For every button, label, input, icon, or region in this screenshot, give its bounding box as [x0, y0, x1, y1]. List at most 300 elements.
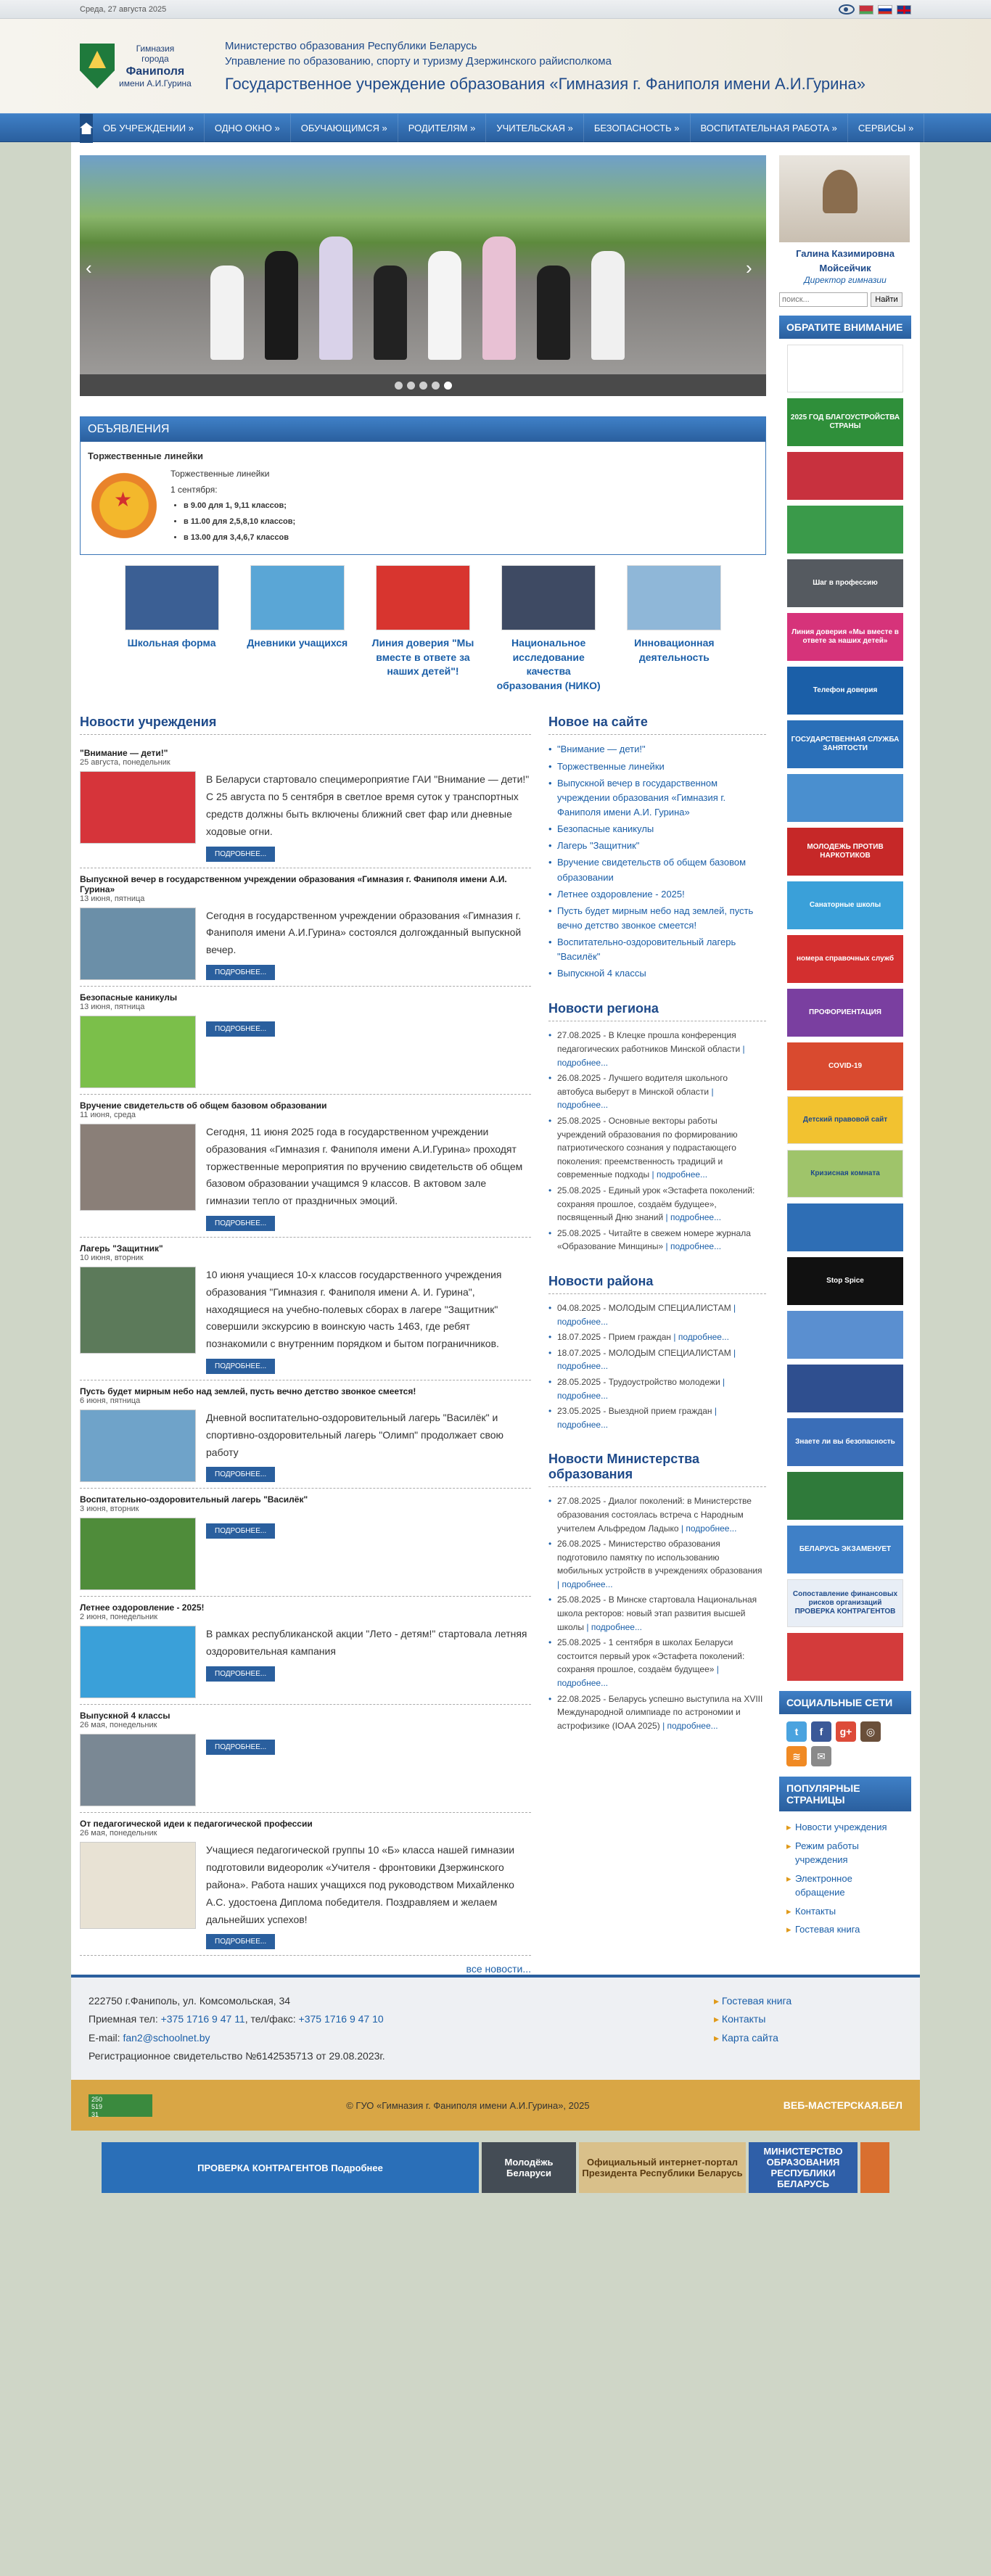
bottom-banners — [71, 2142, 920, 2193]
announcements-header: ОБЪЯВЛЕНИЯ — [81, 417, 765, 442]
slider-next-icon[interactable]: › — [746, 257, 752, 279]
search-button[interactable]: Найти — [871, 292, 902, 307]
announcement-title[interactable]: Торжественные линейки — [88, 450, 204, 461]
popular-link[interactable]: Новости учреждения — [795, 1822, 887, 1832]
site-title: Государственное учреждение образования «Гимназия г. Фаниполя имени А.И.Гурина» — [225, 75, 866, 93]
news-body — [206, 1734, 275, 1806]
news-item — [80, 1705, 531, 1813]
partner-banner[interactable] — [860, 2142, 889, 2193]
social-title: СОЦИАЛЬНЫЕ СЕТИ — [779, 1691, 911, 1714]
list-link[interactable]: 25.08.2025 - 1 сентября в школах Беларуси состоится первый урок «Эстафета поколений: сохраняя прошлое, создаём будущее» — [557, 1637, 745, 1675]
list-item[interactable] — [548, 742, 766, 757]
news-text: Дневной воспитательно-оздоровительный лагерь "Василёк" и спортивно-оздоровительный лагерь "Олимп" продолжает свою работу — [206, 1411, 504, 1458]
footer — [71, 1975, 920, 2080]
popular-link[interactable]: Контакты — [795, 1905, 836, 1917]
slide-figure — [482, 236, 516, 360]
attention-banner[interactable]: Кризисная комната — [787, 1150, 903, 1198]
list-link[interactable]: 23.05.2025 - Выездной прием граждан — [557, 1406, 712, 1417]
nav-item[interactable]: СЕРВИСЫ » — [848, 114, 925, 143]
footer-link[interactable]: Гостевая книга — [721, 1995, 792, 2007]
news-title[interactable]: Вручение свидетельств об общем базовом образовании — [80, 1100, 327, 1111]
logo-line: города — [141, 54, 169, 65]
news-title[interactable]: Выпускной 4 классы — [80, 1711, 170, 1721]
news-date: 26 мая, понедельник — [80, 1829, 157, 1838]
attention-banner[interactable]: ГОСУДАРСТВЕННАЯ СЛУЖБА ЗАНЯТОСТИ — [787, 720, 903, 768]
list-item[interactable] — [548, 822, 766, 836]
news-body — [206, 1842, 531, 1949]
more-link[interactable]: | подробнее... — [663, 1241, 722, 1252]
partner-banner[interactable]: МИНИСТЕРСТВО ОБРАЗОВАНИЯ РЕСПУБЛИКИ БЕЛАРУСЬ — [749, 2142, 858, 2193]
more-button[interactable]: ПОДРОБНЕЕ... — [206, 1216, 275, 1231]
attention-banner[interactable] — [787, 1203, 903, 1251]
email-icon[interactable]: ✉ — [811, 1746, 831, 1766]
info-banner[interactable] — [243, 565, 352, 693]
list-link[interactable]: Летнее оздоровление - 2025! — [557, 888, 685, 900]
more-link[interactable]: | подробнее... — [557, 1376, 725, 1401]
phone-label: Приемная тел: — [89, 2013, 158, 2025]
attention-banner[interactable]: Линия доверия «Мы вместе в ответе за наших детей» — [787, 613, 903, 661]
partner-banner[interactable]: Официальный интернет-портал Президента Республики Беларусь — [579, 2142, 746, 2193]
all-news-link[interactable]: все новости... — [466, 1963, 531, 1975]
attention-banner[interactable]: Детский правовой сайт — [787, 1096, 903, 1144]
news-date: 13 июня, пятница — [80, 1002, 145, 1011]
nav-item[interactable]: ОБ УЧРЕЖДЕНИИ » — [93, 114, 205, 143]
list-link[interactable]: Торжественные линейки — [557, 760, 665, 772]
news-thumbnail[interactable] — [80, 1626, 196, 1698]
twitter-icon[interactable]: t — [786, 1721, 807, 1742]
attention-banner[interactable]: 2025 ГОД БЛАГОУСТРОЙСТВА СТРАНЫ — [787, 398, 903, 446]
news-item — [80, 868, 531, 987]
facebook-icon[interactable]: f — [811, 1721, 831, 1742]
list-link[interactable]: Безопасные каникулы — [557, 823, 654, 835]
news-row — [80, 1410, 531, 1482]
news-title[interactable]: Летнее оздоровление - 2025! — [80, 1602, 205, 1613]
region-news — [548, 1001, 766, 1254]
news-body — [206, 771, 531, 861]
news-thumbnail[interactable] — [80, 1518, 196, 1590]
list-item[interactable] — [548, 1330, 766, 1344]
nav-item[interactable]: УЧИТЕЛЬСКАЯ » — [486, 114, 584, 143]
news-date: 10 июня, вторник — [80, 1253, 144, 1262]
info-banner[interactable] — [369, 565, 477, 693]
more-link[interactable]: | подробнее... — [557, 1302, 736, 1327]
accessibility-eye-icon[interactable] — [839, 4, 855, 15]
footer-link-item[interactable] — [714, 2029, 902, 2047]
banner-image — [627, 565, 721, 630]
list-link[interactable]: Воспитательно-оздоровительный лагерь "Василёк" — [557, 937, 736, 963]
visit-counter[interactable] — [89, 2094, 152, 2117]
email-label: E-mail: — [89, 2031, 120, 2044]
more-link[interactable]: | подробнее... — [659, 1720, 718, 1731]
list-item[interactable] — [548, 776, 766, 820]
list-item[interactable] — [548, 1494, 766, 1535]
slider-dot[interactable] — [419, 382, 427, 390]
news-date: 3 июня, вторник — [80, 1505, 139, 1514]
flag-uk-icon[interactable] — [897, 5, 911, 15]
news-row — [80, 908, 531, 980]
webmaster-link[interactable]: ВЕБ-МАСТЕРСКАЯ.БЕЛ — [783, 2099, 902, 2112]
list-item[interactable] — [548, 887, 766, 902]
more-button[interactable]: ПОДРОБНЕЕ... — [206, 965, 275, 980]
more-button[interactable]: ПОДРОБНЕЕ... — [206, 1740, 275, 1755]
list-link[interactable]: 25.08.2025 - В Минске стартовала Национальная школа ректоров: новый этап развития высшей школы — [557, 1594, 757, 1632]
list-item[interactable] — [548, 904, 766, 933]
banner-label[interactable]: Инновационная деятельность — [634, 637, 715, 663]
nav-item[interactable]: ОБУЧАЮЩИМСЯ » — [291, 114, 398, 143]
list-link[interactable]: Пусть будет мирным небо над землей, пусть вечно детство звонкое смеется! — [557, 905, 754, 931]
popular-title: ПОПУЛЯРНЫЕ СТРАНИЦЫ — [779, 1777, 911, 1811]
list-item[interactable] — [548, 855, 766, 884]
list-item[interactable] — [548, 1404, 766, 1431]
current-date: Среда, 27 августа 2025 — [80, 5, 167, 14]
list-item[interactable] — [548, 1071, 766, 1112]
attention-banner[interactable] — [787, 452, 903, 500]
institution-news — [80, 715, 531, 1975]
news-text: В рамках республиканской акции "Лето - детям!" стартовала летняя оздоровительная кампания — [206, 1628, 527, 1658]
list-item[interactable] — [548, 1029, 766, 1069]
news-item — [80, 1597, 531, 1705]
list-link[interactable]: Вручение свидетельств об общем базовом образовании — [557, 857, 747, 883]
more-link[interactable]: | подробнее... — [678, 1523, 737, 1534]
more-link[interactable]: | подробнее... — [557, 1086, 714, 1111]
news-title[interactable]: Безопасные каникулы — [80, 992, 178, 1003]
list-item[interactable] — [548, 839, 766, 853]
more-link[interactable]: | подробнее... — [671, 1332, 729, 1343]
nav-item[interactable]: РОДИТЕЛЯМ » — [398, 114, 487, 143]
news-body — [206, 1410, 531, 1482]
news-thumbnail[interactable] — [80, 1124, 196, 1211]
news-item — [80, 1238, 531, 1380]
list-item[interactable] — [548, 1184, 766, 1225]
more-link[interactable]: | подробнее... — [649, 1169, 708, 1180]
more-button[interactable]: ПОДРОБНЕЕ... — [206, 1523, 275, 1539]
news-thumbnail[interactable] — [80, 1410, 196, 1482]
banner-label[interactable]: Национальное исследование качества образования (НИКО) — [496, 637, 601, 691]
news-item — [80, 987, 531, 1095]
list-link[interactable]: 26.08.2025 - Лучшего водителя школьного автобуса выберут в Минской области — [557, 1073, 728, 1097]
main-nav — [0, 113, 991, 142]
attention-title: ОБРАТИТЕ ВНИМАНИЕ — [779, 316, 911, 339]
banner-label[interactable]: Линия доверия "Мы вместе в ответе за наших детей"! — [371, 637, 474, 678]
announcements-panel — [80, 416, 766, 555]
popular-link[interactable]: Электронное обращение — [795, 1872, 852, 1898]
news-row — [80, 1124, 531, 1231]
site-header — [0, 19, 991, 113]
slide-figure — [428, 251, 461, 360]
list-item[interactable] — [548, 1114, 766, 1182]
attention-banner[interactable] — [787, 1472, 903, 1520]
popular-item[interactable] — [786, 1904, 904, 1919]
news-thumbnail[interactable] — [80, 1016, 196, 1088]
announcement-image — [88, 466, 160, 538]
list-item[interactable] — [548, 1346, 766, 1373]
news-row — [80, 1842, 531, 1949]
more-link[interactable]: | подробнее... — [584, 1621, 642, 1632]
news-body — [206, 1267, 531, 1374]
news-title[interactable]: Пусть будет мирным небо над землей, пусть вечно детство звонкое смеется! — [80, 1386, 416, 1396]
news-thumbnail[interactable] — [80, 1842, 196, 1929]
copyright-bar — [71, 2080, 920, 2131]
main-content — [80, 155, 766, 1975]
list-link[interactable]: Выпускной вечер в государственном учреждении образования «Гимназия г. Фаниполя имени А.И. Гурина» — [557, 777, 726, 818]
more-button[interactable]: ПОДРОБНЕЕ... — [206, 1021, 275, 1037]
site-logo[interactable] — [80, 44, 210, 89]
more-button[interactable]: ПОДРОБНЕЕ... — [206, 1467, 275, 1482]
attention-banner[interactable]: Stop Spice — [787, 1257, 903, 1305]
news-item — [80, 1095, 531, 1238]
counter-value: 31 — [91, 2111, 99, 2119]
list-link[interactable]: 26.08.2025 - Министерство образования подготовило памятку по использованию мобильных устройств в учреждениях образования — [557, 1539, 762, 1576]
sidebar — [779, 155, 911, 1975]
news-thumbnail[interactable] — [80, 771, 196, 844]
email-link[interactable]: fan2@schoolnet.by — [123, 2031, 210, 2044]
news-text: 10 июня учащиеся 10-х классов государственного учреждения образования "Гимназия г. Фаниполя имени А. И. Гурина", находящиеся на учебно-полевых сборах в лагере "Защитник" совершили экскурсию в воинскую часть 1463, где ребят познакомили с внутренним порядком и бытом пограничников. — [206, 1268, 502, 1350]
more-button[interactable]: ПОДРОБНЕЕ... — [206, 1666, 275, 1682]
ministry-title: Министерство образования Республики Беларусь — [225, 40, 477, 52]
region-news-title[interactable]: Новости региона — [548, 1001, 766, 1021]
attention-banner[interactable] — [787, 774, 903, 822]
slider-dots — [80, 374, 766, 396]
top-bar — [0, 0, 991, 19]
list-item[interactable] — [548, 966, 766, 981]
attention-banner[interactable]: COVID-19 — [787, 1042, 903, 1090]
news-text: Учащиеся педагогической группы 10 «Б» класса нашей гимназии подготовили видеоролик «Учителя - фронтовики Дзержинского района». Работа наших учащихся под руководством Михайленко А.С. удостоена Диплома победителя. Поздравляем и желаем дальнейших успехов! — [206, 1844, 515, 1925]
counter-value: 250 — [91, 2095, 103, 2103]
search-form — [779, 292, 911, 307]
partner-banner[interactable]: Молодёжь Беларуси — [482, 2142, 576, 2193]
department-title: Управление по образованию, спорту и туризму Дзержинского райисполкома — [225, 55, 612, 67]
list-link[interactable]: 22.08.2025 - Беларусь успешно выступила на XVIII Международной олимпиаде по астрономии и астрофизике (IOAA 2025) — [557, 1693, 763, 1731]
logo-line: имени А.И.Гурина — [119, 78, 192, 89]
news-date: 26 мая, понедельник — [80, 1721, 157, 1730]
news-body — [206, 1626, 531, 1698]
attention-banner[interactable]: Шаг в профессию — [787, 559, 903, 607]
attention-banner[interactable]: Санаторные школы — [787, 881, 903, 929]
slide-figure — [319, 236, 353, 360]
attention-banner[interactable] — [787, 345, 903, 392]
popular-link[interactable]: Гостевая книга — [795, 1924, 860, 1935]
more-button[interactable]: ПОДРОБНЕЕ... — [206, 1359, 275, 1374]
banner-image — [125, 565, 219, 630]
home-icon — [80, 123, 93, 134]
attention-banner[interactable]: БЕЛАРУСЬ ЭКЗАМЕНУЕТ — [787, 1526, 903, 1573]
banner-image — [501, 565, 596, 630]
announcement-item: • в 13.00 для 3,4,6,7 классов — [184, 530, 295, 546]
list-link[interactable]: 25.08.2025 - Читайте в свежем номере журнала «Образование Минщины» — [557, 1227, 751, 1252]
home-button[interactable] — [80, 114, 93, 143]
attention-banner[interactable]: номера справочных служб — [787, 935, 903, 983]
news-title[interactable]: Выпускной вечер в государственном учреждении образования «Гимназия г. Фаниполя имени А.И. Гурина» — [80, 873, 507, 894]
slide-figure — [537, 266, 570, 360]
attention-banner[interactable]: ПРОФОРИЕНТАЦИЯ — [787, 989, 903, 1037]
news-body — [206, 1518, 275, 1590]
slide-figure — [210, 266, 244, 360]
news-item — [80, 1380, 531, 1489]
header-titles — [210, 38, 865, 94]
slider-dot[interactable] — [395, 382, 403, 390]
popular-link[interactable]: Режим работы учреждения — [795, 1840, 859, 1865]
popular-item[interactable] — [786, 1820, 904, 1835]
news-title[interactable]: От педагогической идеи к педагогической профессии — [80, 1819, 313, 1830]
search-input[interactable] — [779, 292, 868, 307]
banner-label[interactable]: Дневники учащихся — [247, 637, 348, 649]
banner-label[interactable]: Школьная форма — [127, 637, 216, 649]
nav-item[interactable]: БЕЗОПАСНОСТЬ » — [584, 114, 691, 143]
partner-banner[interactable]: ПРОВЕРКА КОНТРАГЕНТОВ Подробнее — [102, 2142, 479, 2193]
list-item[interactable] — [548, 1692, 766, 1733]
popular-item[interactable] — [786, 1872, 904, 1900]
nav-item[interactable]: ВОСПИТАТЕЛЬНАЯ РАБОТА » — [691, 114, 848, 143]
flag-belarus-icon[interactable] — [859, 5, 873, 15]
counter-value: 519 — [91, 2103, 103, 2111]
news-row — [80, 771, 531, 861]
district-news-title[interactable]: Новости района — [548, 1274, 766, 1294]
news-section-title[interactable]: Новости учреждения — [80, 715, 531, 735]
list-item[interactable] — [548, 1375, 766, 1402]
news-item — [80, 1813, 531, 1956]
news-title[interactable]: Лагерь "Защитник" — [80, 1243, 163, 1254]
list-link[interactable]: "Внимание — дети!" — [557, 744, 646, 755]
news-date: 2 июня, понедельник — [80, 1613, 158, 1622]
info-banner[interactable] — [494, 565, 603, 693]
attention-banner[interactable] — [787, 506, 903, 554]
info-banner[interactable] — [118, 565, 226, 693]
list-link[interactable]: 27.08.2025 - В Клецке прошла конференция педагогических работников Минской области — [557, 1030, 741, 1055]
image-slider — [80, 155, 766, 396]
more-link[interactable]: | подробнее... — [557, 1406, 717, 1430]
more-link[interactable]: | подробнее... — [557, 1579, 613, 1589]
news-thumbnail[interactable] — [80, 1267, 196, 1354]
news-body — [206, 908, 531, 980]
slider-prev-icon[interactable]: ‹ — [86, 257, 92, 279]
slider-dot[interactable] — [432, 382, 440, 390]
news-text: Сегодня в государственном учреждении образования «Гимназия г. Фаниполя имени А.И.Гурина» состоялся долгожданный выпускной вечер. — [206, 909, 522, 956]
news-date: 6 июня, пятница — [80, 1396, 141, 1405]
attention-banner[interactable] — [787, 1633, 903, 1681]
list-link[interactable]: 04.08.2025 - МОЛОДЫМ СПЕЦИАЛИСТАМ — [557, 1302, 731, 1313]
news-title[interactable]: "Внимание — дети!" — [80, 748, 168, 759]
district-news — [548, 1274, 766, 1431]
announcement-line: 1 сентября: — [170, 485, 218, 495]
footer-links — [714, 1992, 902, 2065]
director-role: Директор гимназии — [804, 275, 887, 285]
attention-banner[interactable]: Сопоставление финансовых рисков организаций ПРОВЕРКА КОНТРАГЕНТОВ — [787, 1579, 903, 1627]
announcement-item: • в 11.00 для 2,5,8,10 классов; — [184, 514, 295, 530]
news-body — [206, 1124, 531, 1231]
more-link[interactable]: | подробнее... — [663, 1212, 722, 1223]
slide-figure — [374, 266, 407, 360]
news-thumbnail[interactable] — [80, 908, 196, 980]
list-item[interactable] — [548, 760, 766, 774]
news-thumbnail[interactable] — [80, 1734, 196, 1806]
list-link[interactable]: 28.05.2025 - Трудоустройство молодежи — [557, 1376, 720, 1387]
more-link[interactable]: | подробнее... — [557, 1044, 745, 1068]
slide-figure — [591, 251, 625, 360]
list-link[interactable]: Выпускной 4 классы — [557, 968, 646, 979]
info-banner[interactable] — [620, 565, 728, 693]
news-row — [80, 1518, 531, 1590]
news-row — [80, 1734, 531, 1806]
flag-russia-icon[interactable] — [878, 5, 892, 15]
top-tools — [839, 4, 911, 15]
registration-info: Регистрационное свидетельство №614253571З от 29.08.2023г. — [89, 2049, 385, 2062]
attention-banner[interactable] — [787, 1365, 903, 1412]
logo-text — [119, 44, 192, 89]
slider-dot[interactable] — [444, 382, 452, 390]
right-column — [548, 715, 766, 1975]
new-on-site-title: Новое на сайте — [548, 715, 766, 735]
news-row — [80, 1626, 531, 1698]
news-date: 13 июня, пятница — [80, 894, 145, 903]
list-link[interactable]: 25.08.2025 - Основные векторы работы учреждений образования по формированию патриотического сознания у подрастающего поколения: преемственность традиций и современные подходы — [557, 1116, 738, 1180]
list-item[interactable] — [548, 1593, 766, 1634]
announcement-schedule — [184, 498, 295, 546]
slide-figure — [265, 251, 298, 360]
school-emblem-icon — [80, 44, 115, 89]
news-date: 25 августа, понедельник — [80, 758, 170, 768]
logo-line: Гимназия — [136, 43, 175, 54]
more-link[interactable]: | подробнее... — [557, 1347, 736, 1372]
news-text: В Беларуси стартовало специмероприятие ГАИ "Внимание — дети!" С 25 августа по 5 сентября в светлое время суток у транспортных средств должны быть включены ближний свет фар или дневные ходовые огни. — [206, 773, 530, 837]
instagram-icon[interactable]: ◎ — [860, 1721, 881, 1742]
list-item[interactable] — [548, 935, 766, 964]
news-title[interactable]: Воспитательно-оздоровительный лагерь "Василёк" — [80, 1494, 308, 1505]
director-name[interactable]: Галина Казимировна Мойсейчик — [796, 248, 895, 273]
news-row — [80, 1016, 531, 1088]
list-item[interactable] — [548, 1537, 766, 1591]
attention-banner[interactable]: МОЛОДЕЖЬ ПРОТИВ НАРКОТИКОВ — [787, 828, 903, 876]
more-button[interactable]: ПОДРОБНЕЕ... — [206, 847, 275, 862]
attention-banner[interactable]: Телефон доверия — [787, 667, 903, 715]
slider-dot[interactable] — [407, 382, 415, 390]
announcement-item: • в 9.00 для 1, 9,11 классов; — [184, 498, 295, 514]
attention-banner[interactable]: Знаете ли вы безопасность — [787, 1418, 903, 1466]
news-row — [80, 1267, 531, 1374]
popular-item[interactable] — [786, 1839, 904, 1867]
fax-link[interactable]: +375 1716 9 47 10 — [298, 2013, 384, 2025]
new-on-site — [548, 715, 766, 981]
phone-link[interactable]: +375 1716 9 47 11 — [160, 2013, 245, 2025]
list-item[interactable] — [548, 1301, 766, 1328]
news-item — [80, 1489, 531, 1597]
news-date: 11 июня, среда — [80, 1110, 136, 1119]
footer-link[interactable]: Контакты — [721, 2013, 766, 2025]
list-link[interactable]: Лагерь "Защитник" — [557, 840, 640, 852]
banner-image — [250, 565, 345, 630]
footer-link-item[interactable] — [714, 1992, 902, 2010]
list-link[interactable]: 18.07.2025 - МОЛОДЫМ СПЕЦИАЛИСТАМ — [557, 1347, 731, 1358]
more-button[interactable]: ПОДРОБНЕЕ... — [206, 1934, 275, 1949]
attention-banner[interactable] — [787, 1311, 903, 1359]
nav-item[interactable]: ОДНО ОКНО » — [205, 114, 291, 143]
list-link[interactable]: 25.08.2025 - Единый урок «Эстафета поколений: сохраняя прошлое, создаём будущее», посвященный Дню знаний — [557, 1185, 755, 1223]
list-item[interactable] — [548, 1227, 766, 1254]
popular-item[interactable] — [786, 1922, 904, 1937]
footer-link[interactable]: Карта сайта — [721, 2031, 778, 2044]
more-link[interactable]: | подробнее... — [557, 1664, 719, 1689]
footer-link-item[interactable] — [714, 2010, 902, 2028]
director-photo[interactable] — [779, 155, 910, 242]
google-plus-icon[interactable]: g+ — [836, 1721, 856, 1742]
news-item — [80, 742, 531, 868]
list-item[interactable] — [548, 1636, 766, 1690]
rss-icon[interactable]: ≋ — [786, 1746, 807, 1766]
ministry-news-title[interactable]: Новости Министерства образования — [548, 1452, 766, 1487]
slide-image — [80, 155, 766, 374]
list-link[interactable]: 27.08.2025 - Диалог поколений: в Министерстве образования состоялась встреча с Народным учителем Альфредом Ладыко — [557, 1496, 752, 1534]
list-link[interactable]: 18.07.2025 - Прием граждан — [557, 1332, 672, 1343]
banner-image — [376, 565, 470, 630]
